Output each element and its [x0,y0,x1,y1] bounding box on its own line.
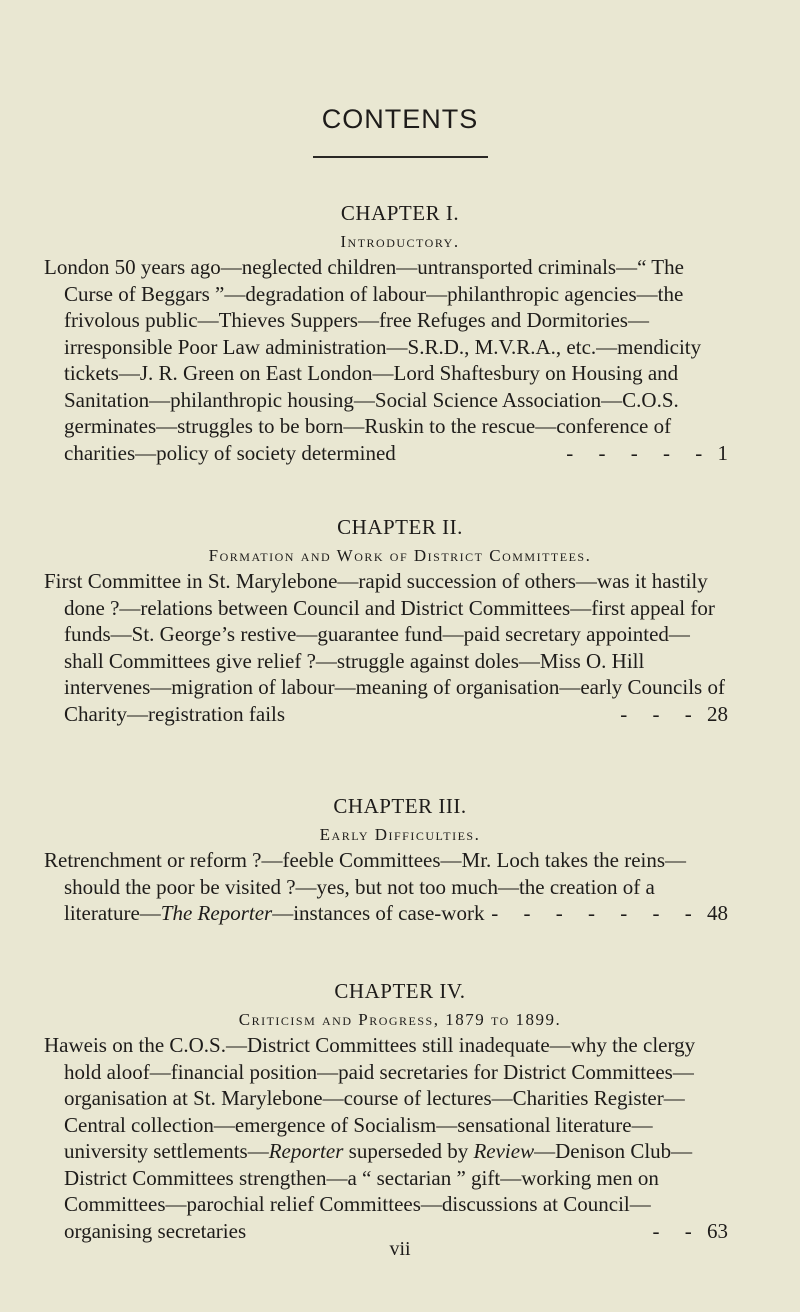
summary-text: First Committee in St. Marylebone—rapid succession of others—was it hastily done ?—relations between Council and District Committees—first appeal for funds—St. George’s restive—guarantee fund—paid secretary appointed—shall Committees give relief ?—struggle against doles—Miss O. Hill intervenes—migration of labour—meaning of organisation—early Councils of Charity—registration fails [44,569,725,726]
summary-italic-title: Reporter [268,1139,344,1163]
leader-dots: - - - - - [566,440,713,465]
summary-text: —instances of case-work [272,901,485,925]
chapter-summary [44,568,728,727]
chapter-summary [44,254,728,466]
chapter-heading: CHAPTER IV. [334,979,466,1003]
page-reference [566,440,728,467]
page-reference [491,900,728,927]
title-rule [313,156,488,158]
chapter-subtitle: Criticism and Progress, 1879 to 1899. [238,1010,562,1029]
chapter-subtitle: Formation and Work of District Committees. [208,546,592,565]
summary-text: Retrenchment or reform ?—feeble Committees—Mr. Loch takes the reins—should the poor be visited ?—yes, but not too much—the creation of a literature— [44,848,687,925]
leader-dots: - - - [620,701,702,726]
page-number: 1 [717,440,728,465]
summary-text: superseded by [343,1139,474,1163]
page-number: 63 [707,1218,728,1243]
summary-italic-title: Review [473,1139,535,1163]
chapter-summary [44,847,728,927]
chapter-3 [0,793,800,927]
leader-dots: - - - - - - - [491,901,702,925]
summary-text: London 50 years ago—neglected children—untransported criminals—“ The Curse of Beggars ”—degradation of labour—philanthropic agencies—the frivolous public—Thieves Suppers—free Refuges and Dormitories—irresponsible Poor Law administration—S.R.D., M.V.R.A., etc.—mendicity tickets—J. R. Green on East London—Lord Shaftesbury on Housing and Sanitation—philanthropic housing—Social Science Association—C.O.S. germinates—struggles to be born—Ruskin to the rescue—conference of charities—policy of society determined [44,255,702,465]
summary-text: Haweis on the C.O.S.—District Committees still inadequate—why the clergy hold aloof—financial position—paid secretaries for District Committees—organisation at St. Marylebone—course of lectures—Charities Register—Central collection—emergence of Socialism—sensational literature—university settlements— [44,1033,696,1163]
page-reference [620,701,728,728]
chapter-subtitle: Early Difficulties. [319,825,481,844]
chapter-heading: CHAPTER III. [333,794,467,818]
summary-italic-title: The Reporter [160,901,273,925]
chapter-heading: CHAPTER II. [337,515,463,539]
page-number: 28 [707,701,728,726]
summary-text: —Denison Club—District Committees strengthen—a “ sectarian ” gift—working men on Committees—parochial relief Committees—discussions at Council—organising secretaries [64,1139,693,1243]
page-title: CONTENTS [321,104,479,134]
page-folio: vii [389,1238,411,1260]
page-number: 48 [707,901,728,925]
chapter-summary [44,1032,728,1244]
chapter-subtitle: Introductory. [340,232,460,251]
chapter-2 [0,514,800,727]
leader-dots: - - [652,1218,702,1243]
chapter-1 [0,200,800,466]
chapter-4 [0,978,800,1244]
chapter-heading: CHAPTER I. [340,201,460,225]
